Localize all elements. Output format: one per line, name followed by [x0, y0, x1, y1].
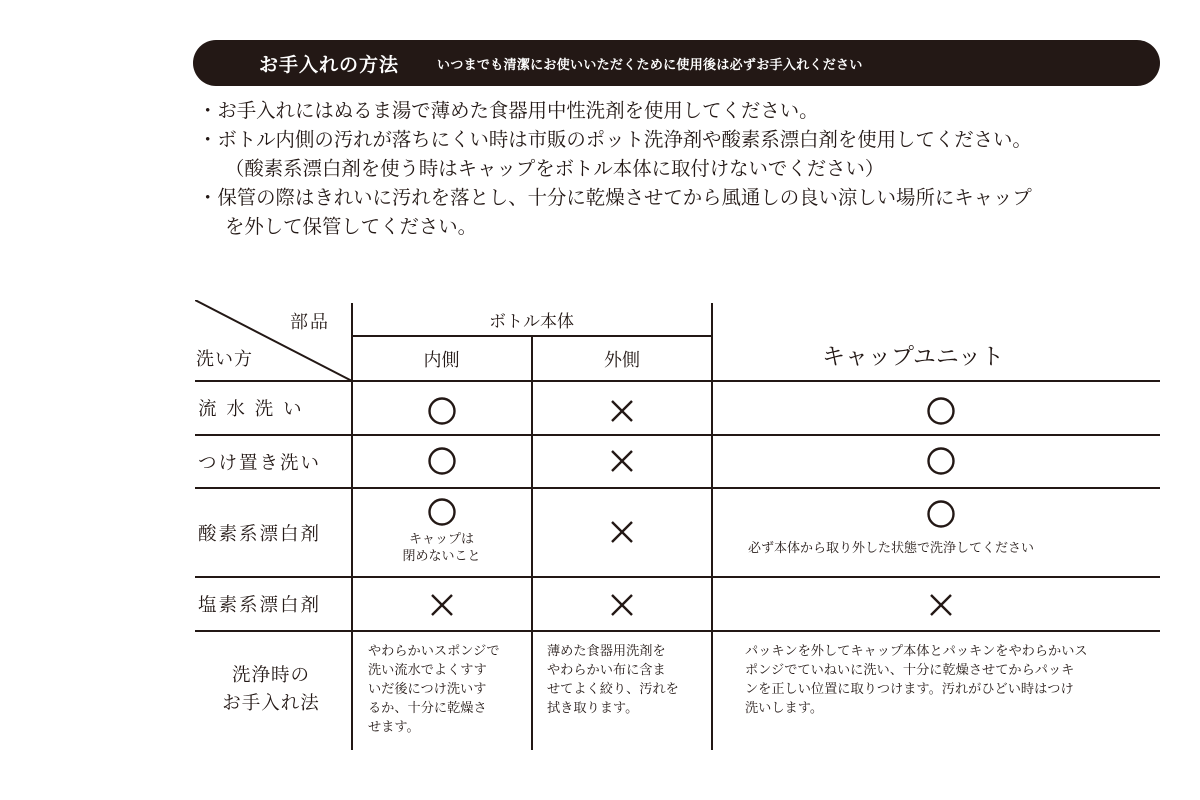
desc-line: いだ後につけ洗いす	[368, 682, 487, 697]
table-divider	[351, 335, 712, 337]
table-divider	[195, 576, 1160, 578]
desc-line: やわらかい布に含ま	[547, 663, 666, 678]
care-row-label	[196, 662, 346, 718]
cross-icon	[927, 591, 955, 619]
desc-line: パッキンを外してキャップ本体とパッキンをやわらかいス	[745, 644, 1088, 659]
desc-line: 洗い流水でよくすす	[368, 663, 487, 678]
care-label-line: お手入れ法	[222, 693, 320, 714]
desc-line: やわらかいスポンジで	[368, 644, 500, 659]
circle-icon	[428, 498, 456, 526]
care-outer-description	[547, 642, 707, 718]
desc-line: 薄めた食器用洗剤を	[547, 644, 666, 659]
instruction-line: を外して保管してください。	[225, 215, 478, 238]
table-divider	[531, 336, 533, 750]
header-bar	[193, 40, 1160, 86]
desc-line: 洗いします。	[745, 701, 824, 716]
header-subtitle: いつまでも清潔にお使いいただくために使用後は必ずお手入れください	[437, 57, 863, 73]
cross-icon	[608, 518, 636, 546]
corner-parts-label: 部品	[290, 312, 330, 333]
column-header-cap-unit: キャップユニット	[822, 343, 1004, 370]
row-label-soak-wash: つけ置き洗い	[198, 452, 322, 474]
desc-line: るか、十分に乾燥さ	[368, 701, 487, 716]
care-inner-description	[368, 642, 528, 737]
circle-icon	[428, 397, 456, 425]
instruction-line: ・ボトル内側の汚れが落ちにくい時は市販のポット洗浄剤や酸素系漂白剤を使用してください。	[198, 128, 1032, 151]
table-divider	[195, 630, 1160, 632]
cross-icon	[608, 447, 636, 475]
circle-icon	[927, 447, 955, 475]
oxygen-bleach-cap-note: 必ず本体から取り外した状態で洗浄してください	[748, 541, 1035, 556]
instructions-list	[198, 96, 1173, 241]
circle-icon	[428, 447, 456, 475]
cross-icon	[608, 591, 636, 619]
table-divider	[195, 487, 1160, 489]
table-divider	[195, 434, 1160, 436]
instruction-line: ・お手入れにはぬるま湯で薄めた食器用中性洗剤を使用してください。	[198, 99, 819, 122]
desc-line: ンを正しい位置に取りつけます。汚れがひどい時はつけ	[745, 682, 1074, 697]
cross-icon	[608, 397, 636, 425]
instruction-line: （酸素系漂白剤を使う時はキャップをボトル本体に取付けないでください）	[225, 157, 885, 180]
desc-line: せてよく絞り、汚れを	[547, 682, 679, 697]
note-line: キャップは	[408, 532, 474, 547]
row-label-running-water: 流 水 洗 い	[198, 399, 304, 420]
column-header-outer: 外側	[604, 350, 640, 371]
header-title: お手入れの方法	[259, 53, 400, 76]
desc-line: ポンジでていねいに洗い、十分に乾燥させてからパッキ	[745, 663, 1075, 678]
circle-icon	[927, 397, 955, 425]
oxygen-bleach-inner-note	[352, 531, 531, 565]
cross-icon	[428, 591, 456, 619]
row-label-oxygen-bleach: 酸素系漂白剤	[198, 523, 322, 545]
row-label-chlorine-bleach: 塩素系漂白剤	[198, 595, 322, 616]
note-line: 閉めないこと	[402, 549, 481, 564]
desc-line: 拭き取ります。	[547, 701, 639, 716]
instruction-line: ・保管の際はきれいに汚れを落とし、十分に乾燥させてから風通しの良い涼しい場所にキャップ	[198, 186, 1032, 209]
care-cap-description	[745, 642, 1155, 718]
column-header-inner: 内側	[423, 350, 460, 371]
care-label-line: 洗浄時の	[231, 665, 310, 686]
circle-icon	[927, 500, 955, 528]
bottle-body-header: ボトル本体	[489, 311, 574, 332]
desc-line: せます。	[368, 720, 420, 735]
corner-method-label: 洗い方	[196, 349, 253, 370]
